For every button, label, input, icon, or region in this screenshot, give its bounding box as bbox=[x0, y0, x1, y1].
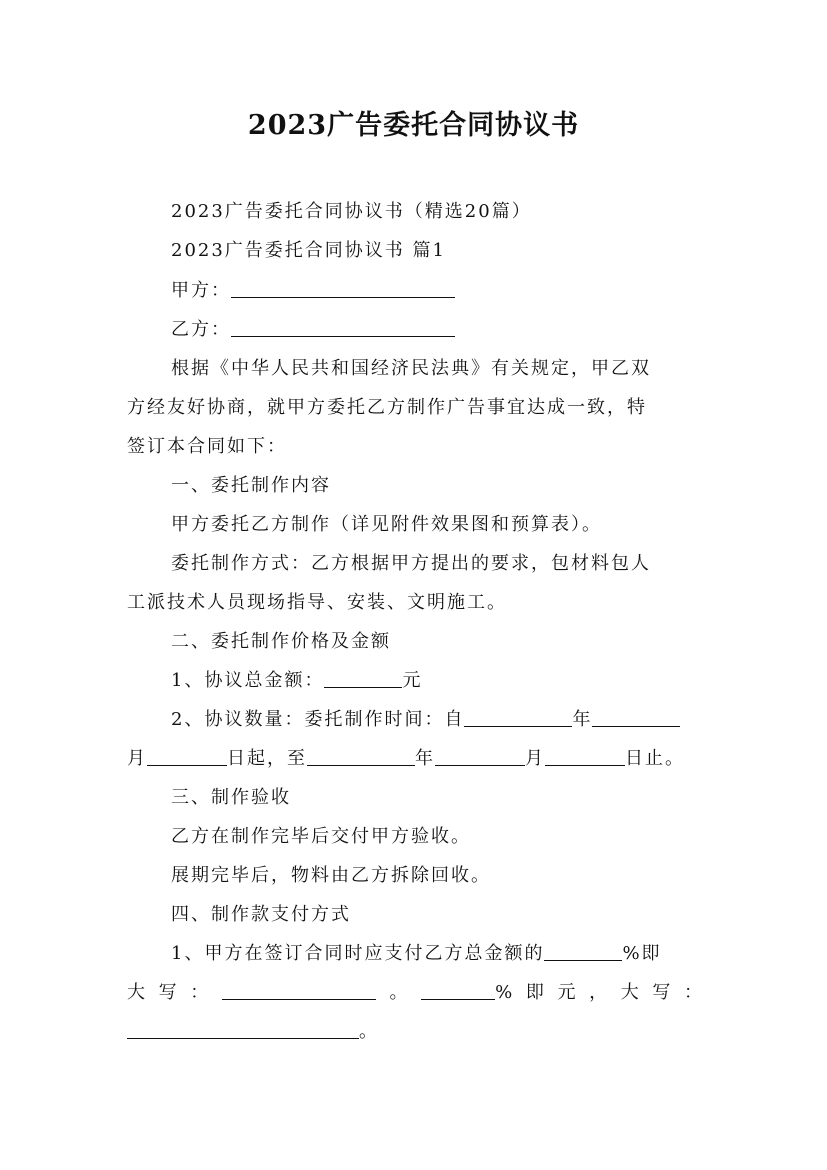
payment-line: 。 bbox=[127, 1020, 702, 1044]
party-a-line: 甲方： bbox=[127, 279, 702, 303]
paragraph-line: 签订本合同如下： bbox=[127, 436, 287, 457]
paragraph-line: 委托制作方式：乙方根据甲方提出的要求，包材料包人 bbox=[171, 553, 651, 574]
document-title: 2023广告委托合同协议书 bbox=[247, 110, 580, 141]
month-blank bbox=[592, 708, 680, 727]
paragraph-line: 方经友好协商，就甲方委托乙方制作广告事宜达成一致，特 bbox=[127, 397, 647, 418]
month-blank bbox=[435, 747, 525, 766]
section-heading: 四、制作款支付方式 bbox=[171, 904, 351, 925]
uppercase-amount-blank bbox=[127, 1020, 359, 1039]
day-blank bbox=[545, 747, 625, 766]
party-b-line: 乙方： bbox=[127, 318, 702, 342]
paragraph-line: 甲方委托乙方制作（详见附件效果图和预算表）。 bbox=[171, 514, 602, 535]
party-b-blank bbox=[231, 318, 455, 337]
year-blank bbox=[464, 708, 572, 727]
paragraph-line: 展期完毕后，物料由乙方拆除回收。 bbox=[171, 865, 491, 886]
percent-blank bbox=[421, 981, 495, 1000]
day-blank bbox=[147, 747, 227, 766]
section-heading: 二、委托制作价格及金额 bbox=[171, 631, 391, 652]
section-heading: 三、制作验收 bbox=[171, 787, 291, 808]
payment-line: 大 写 ： 。 % 即 元 ， 大 写 ： bbox=[127, 982, 702, 1003]
uppercase-amount-blank bbox=[222, 981, 376, 1000]
percent-blank bbox=[544, 942, 622, 961]
time-line: 月 日起，至 年 月 日止。 bbox=[127, 748, 685, 769]
section-heading: 2023广告委托合同协议书 篇1 bbox=[171, 240, 446, 261]
party-a-blank bbox=[231, 279, 455, 298]
amount-blank bbox=[324, 669, 402, 688]
paragraph-line: 根据《中华人民共和国经济民法典》有关规定，甲乙双 bbox=[171, 358, 651, 379]
year-blank bbox=[307, 747, 415, 766]
section-heading: 一、委托制作内容 bbox=[171, 475, 331, 496]
paragraph-line: 工派技术人员现场指导、安装、文明施工。 bbox=[127, 592, 507, 613]
payment-line: 1、甲方在签订合同时应支付乙方总金额的 %即 bbox=[171, 943, 662, 964]
time-line: 2、协议数量：委托制作时间：自 年 bbox=[127, 708, 702, 732]
subtitle: 2023广告委托合同协议书（精选20篇） bbox=[171, 201, 532, 222]
amount-line: 1、协议总金额： 元 bbox=[171, 670, 423, 691]
paragraph-line: 乙方在制作完毕后交付甲方验收。 bbox=[171, 826, 471, 847]
